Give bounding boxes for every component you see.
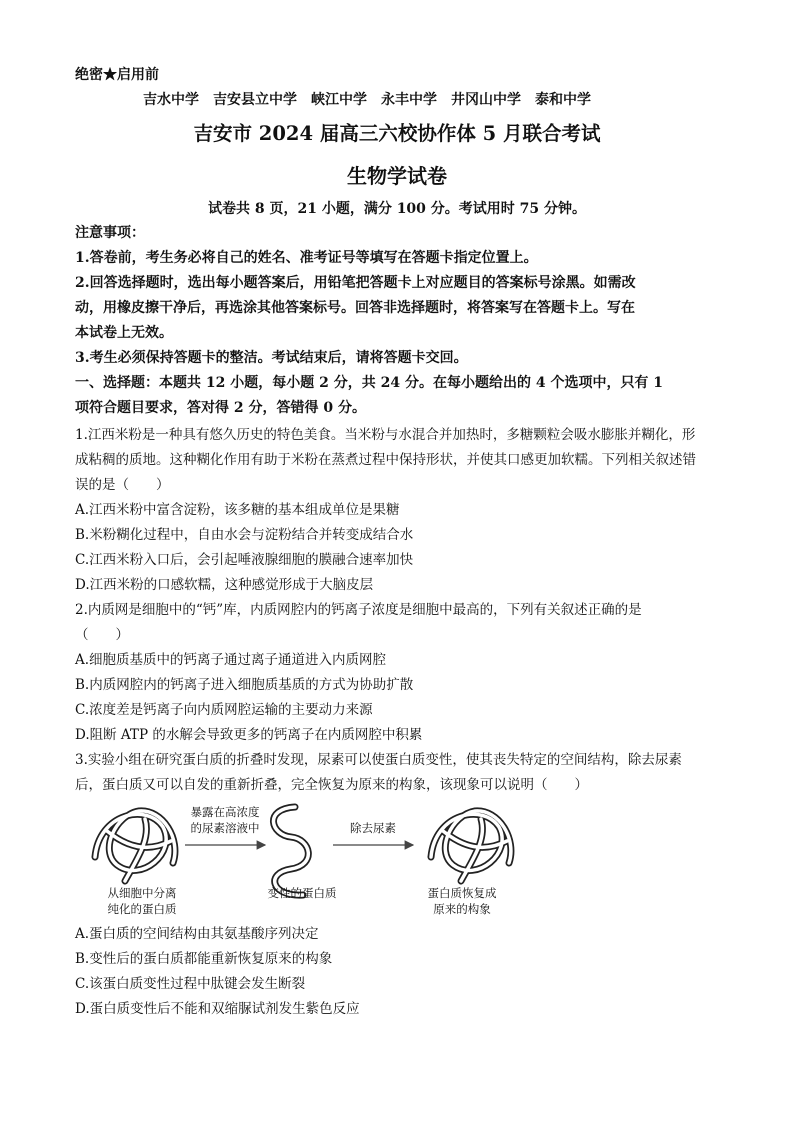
refolded-protein-icon — [431, 811, 511, 881]
note-2-line-2: 动，用橡皮擦干净后，再选涂其他答案标号。回答非选择题时，将答案写在答题卡上。写在 — [75, 300, 635, 316]
q2-option-d: D.阻断 ATP 的水解会导致更多的钙离子在内质网腔中积累 — [75, 727, 423, 743]
q2-option-c: C.浓度差是钙离子向内质网腔运输的主要动力来源 — [75, 702, 373, 718]
note-1: 1.答卷前，考生务必将自己的姓名、准考证号等填写在答题卡指定位置上。 — [75, 250, 538, 266]
exam-info: 试卷共 8 页，21 小题，满分 100 分。考试用时 75 分钟。 — [207, 201, 587, 217]
note-2-line-1: 2.回答选择题时，选出每小题答案后，用铅笔把答题卡上对应题目的答案标号涂黑。如需改 — [75, 275, 636, 291]
q2-option-b: B.内质网腔内的钙离子进入细胞质基质的方式为协助扩散 — [75, 677, 414, 693]
q1-option-d: D.江西米粉的口感软糯，这种感觉形成于大脑皮层 — [75, 577, 374, 593]
caption-1-line-1: 从细胞中分离 — [107, 886, 177, 900]
q2-option-a: A.细胞质基质中的钙离子通过离子通道进入内质网腔 — [75, 652, 387, 668]
q3-option-b: B.变性后的蛋白质都能重新恢复原来的构象 — [75, 951, 333, 967]
section-1-instructions-line-2: 项符合题目要求，答对得 2 分，答错得 0 分。 — [75, 400, 366, 416]
q1-stem-line-3: 误的是（ ） — [75, 477, 170, 493]
note-3: 3.考生必须保持答题卡的整洁。考试结束后，请将答题卡交回。 — [75, 350, 468, 366]
native-protein-icon — [95, 811, 175, 881]
arrow-1-label — [185, 804, 265, 836]
q3-stem-line-2: 后，蛋白质又可以自发的重新折叠，完全恢复为原来的构象，该现象可以说明（ ） — [75, 777, 588, 793]
caption-refolded-protein — [412, 885, 512, 917]
q1-option-b: B.米粉糊化过程中，自由水会与淀粉结合并转变成结合水 — [75, 527, 414, 543]
note-2-line-3: 本试卷上无效。 — [75, 325, 173, 341]
notes-heading: 注意事项： — [75, 225, 145, 241]
q2-stem-line-1: 2.内质网是细胞中的“钙”库，内质网腔内的钙离子浓度是细胞中最高的，下列有关叙述正确的是 — [75, 602, 642, 618]
q3-stem-line-1: 3.实验小组在研究蛋白质的折叠时发现，尿素可以使蛋白质变性，使其丧失特定的空间结构，除去尿素 — [75, 752, 682, 768]
caption-1-line-2: 纯化的蛋白质 — [107, 902, 177, 916]
arrow-1-label-line-1: 暴露在高浓度 — [190, 805, 260, 819]
q1-stem-line-2: 成粘稠的质地。这种糊化作用有助于米粉在蒸煮过程中保持形状，并使其口感更加软糯。下列相关叙述错 — [75, 452, 696, 468]
arrow-2-label: 除去尿素 — [350, 821, 396, 835]
q1-option-c: C.江西米粉入口后，会引起唾液腺细胞的膜融合速率加快 — [75, 552, 414, 568]
q3-option-d: D.蛋白质变性后不能和双缩脲试剂发生紫色反应 — [75, 1001, 360, 1017]
caption-3-line-2: 原来的构象 — [433, 902, 491, 916]
q3-option-c: C.该蛋白质变性过程中肽键会发生断裂 — [75, 976, 306, 992]
subject-title: 生物学试卷 — [347, 164, 447, 188]
confidential-label: 绝密★启用前 — [75, 67, 159, 83]
caption-3-line-1: 蛋白质恢复成 — [427, 886, 497, 900]
q3-option-a: A.蛋白质的空间结构由其氨基酸序列决定 — [75, 926, 319, 942]
section-1-instructions-line-1: 一、选择题：本题共 12 小题，每小题 2 分，共 24 分。在每小题给出的 4 个选项中，只有 1 — [75, 375, 664, 391]
denatured-protein-icon — [273, 807, 308, 895]
q1-option-a: A.江西米粉中富含淀粉，该多糖的基本组成单位是果糖 — [75, 502, 400, 518]
exam-title: 吉安市 2024 届高三六校协作体 5 月联合考试 — [193, 122, 601, 145]
arrow-1-label-line-2: 的尿素溶液中 — [190, 821, 260, 835]
q1-stem-line-1: 1.江西米粉是一种具有悠久历史的特色美食。当米粉与水混合并加热时，多糖颗粒会吸水膨胀并糊化，形 — [75, 427, 696, 443]
caption-native-protein — [92, 885, 192, 917]
caption-denatured-protein: 变性的蛋白质 — [267, 886, 337, 900]
q2-stem-line-2: （ ） — [75, 627, 129, 643]
school-list: 吉水中学 吉安县立中学 峡江中学 永丰中学 井冈山中学 泰和中学 — [143, 92, 591, 108]
